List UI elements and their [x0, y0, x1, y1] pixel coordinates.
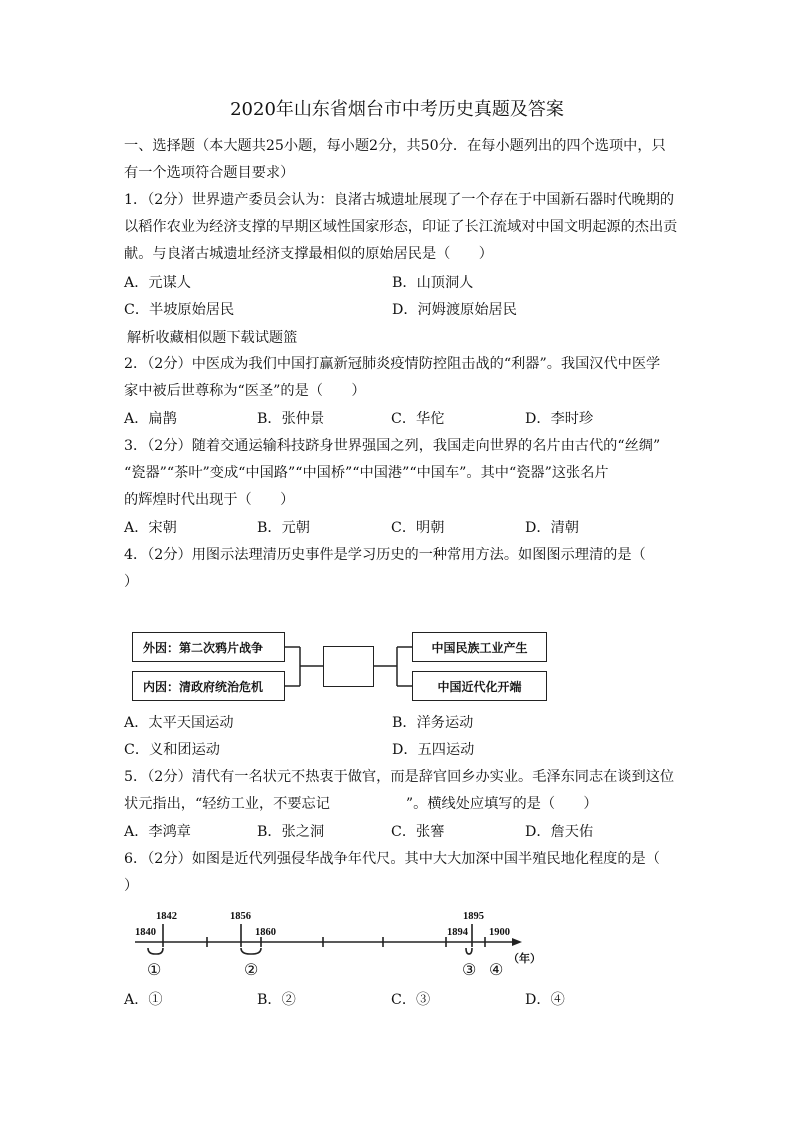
q1-option-a[interactable]: A．元谋人: [124, 275, 191, 291]
analysis-links[interactable]: 解析收藏相似题下载试题篮: [127, 330, 298, 346]
q2-option-d[interactable]: D．李时珍: [525, 411, 594, 427]
q3-option-d[interactable]: D．清朝: [525, 520, 579, 536]
timeline-marker-2: ②: [244, 962, 259, 979]
tick-label-1856: 1856: [230, 911, 251, 922]
q3-option-c[interactable]: C．明朝: [391, 520, 445, 536]
section-heading-line2: 有一个选项符合题目要求）: [124, 165, 295, 181]
q2-option-c[interactable]: C．华佗: [391, 411, 445, 427]
q2-option-a[interactable]: A．扁鹊: [124, 411, 177, 427]
tick-label-1860: 1860: [255, 927, 276, 938]
q4-stem-line1: 4．（2分）用图示法理清历史事件是学习历史的一种常用方法。如图图示理清的是（: [124, 547, 646, 563]
tick-label-1895: 1895: [463, 911, 484, 922]
q1-option-d[interactable]: D．河姆渡原始居民: [392, 302, 517, 318]
q3-option-b[interactable]: B．元朝: [257, 520, 310, 536]
q6-option-c[interactable]: C．③: [391, 992, 431, 1008]
q3-option-a[interactable]: A．宋朝: [124, 520, 177, 536]
q4-option-d[interactable]: D．五四运动: [392, 742, 475, 758]
q1-option-b[interactable]: B．山顶洞人: [392, 275, 474, 291]
timeline-marker-4: ④: [489, 962, 504, 979]
q6-stem-line2: ）: [124, 878, 139, 894]
timeline-unit: （年）: [508, 953, 541, 965]
diagram-box-external-cause: 外因：第二次鸦片战争: [132, 632, 285, 662]
q3-stem-line3: 的辉煌时代出现于（ ）: [124, 492, 295, 508]
page-title: 2020年山东省烟台市中考历史真题及答案: [230, 99, 564, 120]
q6-stem-line1: 6．（2分）如图是近代列强侵华战争年代尺。其中大大加深中国半殖民地化程度的是（: [124, 851, 660, 867]
section-heading-line1: 一、选择题（本大题共25小题，每小题2分，共50分．在每小题列出的四个选项中，只: [124, 138, 666, 154]
q4-option-b[interactable]: B．洋务运动: [392, 715, 474, 731]
q5-stem-before-blank: 状元指出，“轻纺工业，不要忘记: [124, 796, 330, 812]
q5-stem-line1: 5．（2分）清代有一名状元不热衷于做官，而是辞官回乡办实业。毛泽东同志在谈到这位: [124, 769, 675, 785]
q1-option-c[interactable]: C．半坡原始居民: [124, 302, 235, 318]
timeline-marker-3: ③: [462, 962, 477, 979]
q3-stem-line2: “瓷器”“茶叶”变成“中国路”“中国桥”“中国港”“中国车”。其中“瓷器”这张名片: [124, 465, 609, 481]
q4-option-c[interactable]: C．义和团运动: [124, 742, 220, 758]
q5-option-b[interactable]: B．张之洞: [257, 824, 325, 840]
diagram-box-internal-cause: 内因：清政府统治危机: [132, 671, 285, 701]
tick-label-1840: 1840: [135, 927, 156, 938]
diagram-box-modernization: 中国近代化开端: [412, 671, 547, 701]
q1-stem-line2: 以稻作农业为经济支撑的早期区域性国家形态，印证了长江流域对中国文明起源的杰出贡: [124, 219, 678, 235]
diagram-box-industry: 中国民族工业产生: [412, 632, 547, 662]
q2-stem-line1: 2．（2分）中医成为我们中国打赢新冠肺炎疫情防控阻击战的“利器”。我国汉代中医学: [124, 356, 661, 372]
q1-stem-line3: 献。与良渚古城遗址经济支撑最相似的原始居民是（ ）: [124, 246, 493, 262]
q5-option-d[interactable]: D．詹天佑: [525, 824, 594, 840]
q5-option-a[interactable]: A．李鸿章: [124, 824, 191, 840]
q5-option-c[interactable]: C．张謇: [391, 824, 445, 840]
q4-option-a[interactable]: A．太平天国运动: [124, 715, 234, 731]
q2-option-b[interactable]: B．张仲景: [257, 411, 325, 427]
q1-stem-line1: 1．（2分）世界遗产委员会认为：良渚古城遗址展现了一个存在于中国新石器时代晚期的: [124, 192, 675, 208]
q3-stem-line1: 3．（2分）随着交通运输科技跻身世界强国之列，我国走向世界的名片由古代的“丝绸”: [124, 438, 661, 454]
q6-option-a[interactable]: A．①: [124, 992, 163, 1008]
timeline-marker-1: ①: [147, 962, 162, 979]
tick-label-1894: 1894: [447, 927, 468, 938]
tick-label-1900: 1900: [489, 927, 510, 938]
q5-stem-after-blank: ”。横线处应填写的是（ ）: [405, 796, 598, 812]
q6-option-b[interactable]: B．②: [257, 992, 296, 1008]
q4-stem-line2: ）: [124, 574, 139, 590]
tick-label-1842: 1842: [156, 911, 177, 922]
q2-stem-line2: 家中被后世尊称为“医圣”的是（ ）: [124, 383, 366, 399]
q6-option-d[interactable]: D．④: [525, 992, 565, 1008]
